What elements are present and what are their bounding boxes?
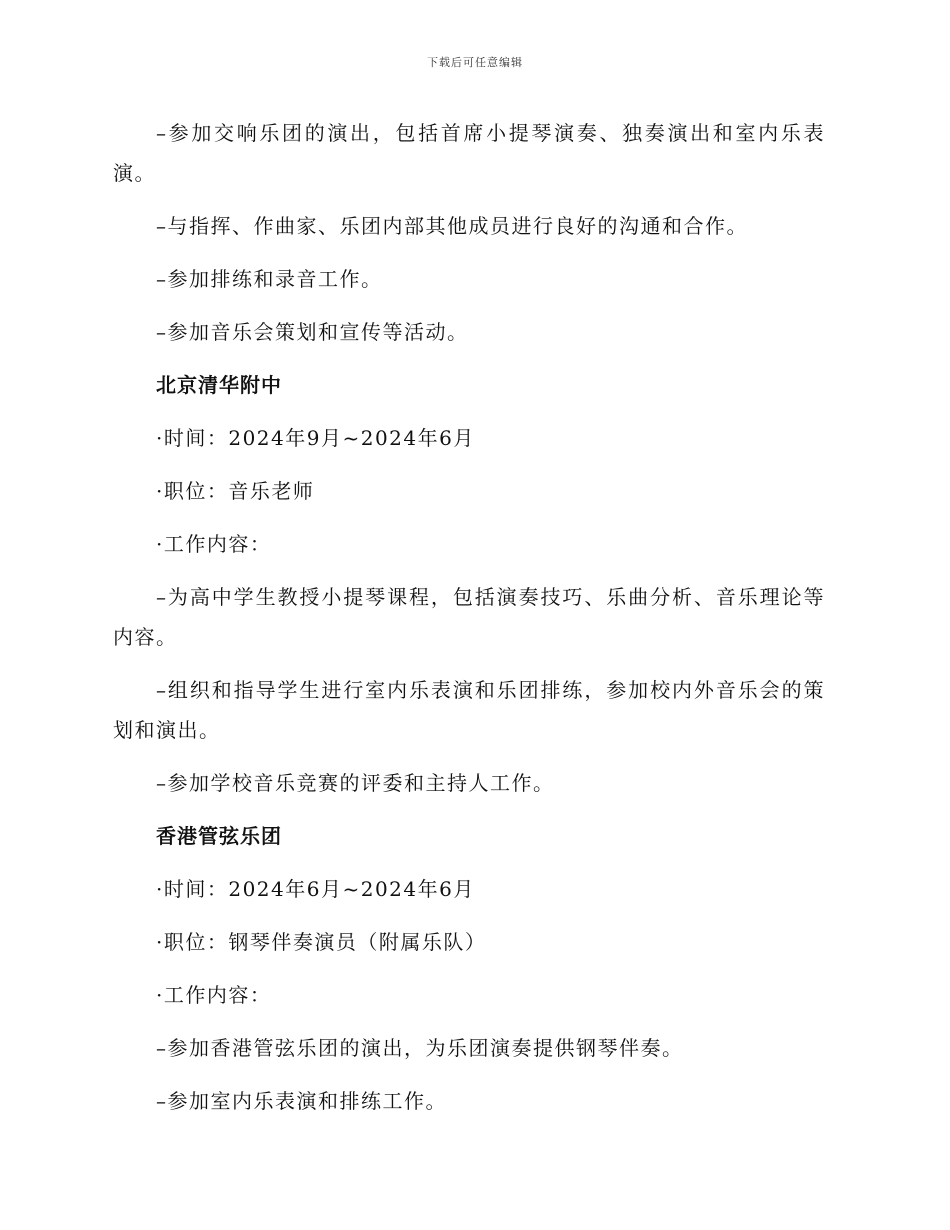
paragraph: –参加香港管弦乐团的演出，为乐团演奏提供钢琴伴奏。 [156, 1036, 684, 1060]
paragraph: –参加学校音乐竞赛的评委和主持人工作。 [156, 771, 555, 795]
paragraph: –参加交响乐团的演出，包括首席小提琴演奏、独奏演出和室内乐表演。 [113, 121, 825, 185]
paragraph: –与指挥、作曲家、乐团内部其他成员进行良好的沟通和合作。 [156, 214, 748, 238]
paragraph: ·工作内容： [156, 983, 272, 1007]
paragraph: ·时间：2024年6月~2024年6月 [156, 877, 475, 901]
section-title-tsinghua: 北京清华附中 [156, 373, 282, 397]
paragraph: ·职位：音乐老师 [156, 479, 315, 503]
paragraph: –参加室内乐表演和排练工作。 [156, 1089, 447, 1113]
section-title-hk-phil: 香港管弦乐团 [156, 824, 282, 848]
paragraph: –参加排练和录音工作。 [156, 267, 383, 291]
paragraph: –组织和指导学生进行室内乐表演和乐团排练，参加校内外音乐会的策划和演出。 [113, 678, 825, 742]
paragraph: –为高中学生教授小提琴课程，包括演奏技巧、乐曲分析、音乐理论等内容。 [113, 585, 825, 649]
document-body [113, 113, 825, 1134]
paragraph: ·时间：2024年9月~2024年6月 [156, 426, 475, 450]
paragraph: –参加音乐会策划和宣传等活动。 [156, 320, 469, 344]
paragraph: ·职位：钢琴伴奏演员（附属乐队） [156, 930, 487, 954]
paragraph: ·工作内容： [156, 532, 272, 556]
page-header: 下载后可任意编辑 [427, 56, 523, 69]
